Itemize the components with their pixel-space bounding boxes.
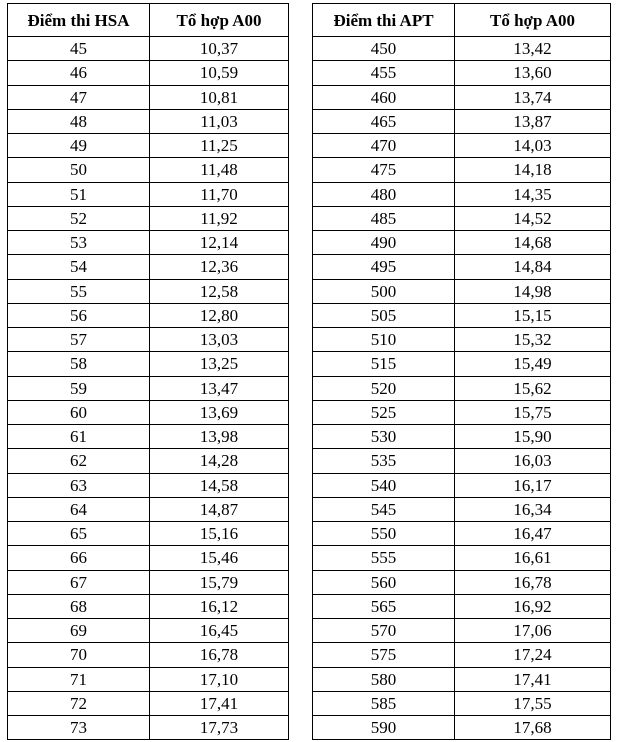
exam-score-cell: 465 xyxy=(313,109,455,133)
table-row xyxy=(8,497,289,521)
table-row xyxy=(313,691,611,715)
exam-score-cell: 57 xyxy=(8,328,150,352)
table-row xyxy=(313,158,611,182)
a00-score-cell: 13,69 xyxy=(150,400,289,424)
table-row xyxy=(313,134,611,158)
a00-score-cell: 11,03 xyxy=(150,109,289,133)
exam-score-cell: 45 xyxy=(8,37,150,61)
table-row xyxy=(8,231,289,255)
a00-score-cell: 16,47 xyxy=(455,522,611,546)
a00-score-cell: 16,78 xyxy=(150,643,289,667)
exam-score-cell: 68 xyxy=(8,594,150,618)
table-row xyxy=(313,352,611,376)
exam-score-cell: 67 xyxy=(8,570,150,594)
table-row xyxy=(313,182,611,206)
column-header-a00: Tổ hợp A00 xyxy=(150,4,289,37)
exam-score-cell: 520 xyxy=(313,376,455,400)
column-header-apt-score: Điểm thi APT xyxy=(313,4,455,37)
table-row xyxy=(8,594,289,618)
exam-score-cell: 470 xyxy=(313,134,455,158)
table-row xyxy=(8,449,289,473)
a00-score-cell: 15,46 xyxy=(150,546,289,570)
table-row xyxy=(313,716,611,740)
table-row xyxy=(8,691,289,715)
a00-score-cell: 17,06 xyxy=(455,619,611,643)
a00-score-cell: 14,84 xyxy=(455,255,611,279)
table-row xyxy=(8,425,289,449)
table-row xyxy=(313,206,611,230)
table-row xyxy=(313,473,611,497)
a00-score-cell: 16,34 xyxy=(455,497,611,521)
exam-score-cell: 580 xyxy=(313,667,455,691)
a00-score-cell: 12,80 xyxy=(150,303,289,327)
exam-score-cell: 500 xyxy=(313,279,455,303)
table-row xyxy=(313,594,611,618)
a00-score-cell: 14,52 xyxy=(455,206,611,230)
table-row xyxy=(8,206,289,230)
table-row xyxy=(8,109,289,133)
a00-score-cell: 13,87 xyxy=(455,109,611,133)
exam-score-cell: 450 xyxy=(313,37,455,61)
exam-score-cell: 590 xyxy=(313,716,455,740)
a00-score-cell: 13,60 xyxy=(455,61,611,85)
exam-score-cell: 73 xyxy=(8,716,150,740)
exam-score-cell: 46 xyxy=(8,61,150,85)
a00-score-cell: 17,68 xyxy=(455,716,611,740)
exam-score-cell: 585 xyxy=(313,691,455,715)
table-row xyxy=(313,619,611,643)
table-row xyxy=(8,352,289,376)
table-row xyxy=(8,61,289,85)
a00-score-cell: 14,28 xyxy=(150,449,289,473)
a00-score-cell: 17,10 xyxy=(150,667,289,691)
exam-score-cell: 525 xyxy=(313,400,455,424)
exam-score-cell: 47 xyxy=(8,85,150,109)
exam-score-cell: 50 xyxy=(8,158,150,182)
exam-score-cell: 555 xyxy=(313,546,455,570)
exam-score-cell: 495 xyxy=(313,255,455,279)
exam-score-cell: 535 xyxy=(313,449,455,473)
table-row xyxy=(313,376,611,400)
table-row xyxy=(8,473,289,497)
table-row xyxy=(8,328,289,352)
table-row xyxy=(313,425,611,449)
a00-score-cell: 14,03 xyxy=(455,134,611,158)
table-row xyxy=(8,667,289,691)
table-row xyxy=(8,570,289,594)
exam-score-cell: 70 xyxy=(8,643,150,667)
a00-score-cell: 11,48 xyxy=(150,158,289,182)
exam-score-cell: 575 xyxy=(313,643,455,667)
exam-score-cell: 60 xyxy=(8,400,150,424)
exam-score-cell: 490 xyxy=(313,231,455,255)
exam-score-cell: 56 xyxy=(8,303,150,327)
apt-score-table xyxy=(312,3,611,740)
table-row xyxy=(8,255,289,279)
table-row xyxy=(8,158,289,182)
a00-score-cell: 14,98 xyxy=(455,279,611,303)
exam-score-cell: 58 xyxy=(8,352,150,376)
a00-score-cell: 10,81 xyxy=(150,85,289,109)
a00-score-cell: 17,41 xyxy=(150,691,289,715)
table-row xyxy=(8,400,289,424)
exam-score-cell: 54 xyxy=(8,255,150,279)
table-row xyxy=(8,37,289,61)
table-row xyxy=(313,61,611,85)
a00-score-cell: 15,75 xyxy=(455,400,611,424)
exam-score-cell: 565 xyxy=(313,594,455,618)
exam-score-cell: 485 xyxy=(313,206,455,230)
a00-score-cell: 12,36 xyxy=(150,255,289,279)
a00-score-cell: 15,79 xyxy=(150,570,289,594)
hsa-score-table xyxy=(7,3,289,740)
a00-score-cell: 11,25 xyxy=(150,134,289,158)
exam-score-cell: 52 xyxy=(8,206,150,230)
hsa-table-body xyxy=(8,37,289,740)
a00-score-cell: 10,37 xyxy=(150,37,289,61)
a00-score-cell: 13,42 xyxy=(455,37,611,61)
a00-score-cell: 16,78 xyxy=(455,570,611,594)
exam-score-cell: 59 xyxy=(8,376,150,400)
a00-score-cell: 14,18 xyxy=(455,158,611,182)
a00-score-cell: 13,47 xyxy=(150,376,289,400)
exam-score-cell: 65 xyxy=(8,522,150,546)
exam-score-cell: 55 xyxy=(8,279,150,303)
table-row xyxy=(313,522,611,546)
a00-score-cell: 15,90 xyxy=(455,425,611,449)
exam-score-cell: 515 xyxy=(313,352,455,376)
exam-score-cell: 530 xyxy=(313,425,455,449)
table-row xyxy=(313,667,611,691)
a00-score-cell: 16,12 xyxy=(150,594,289,618)
exam-score-cell: 61 xyxy=(8,425,150,449)
exam-score-cell: 53 xyxy=(8,231,150,255)
exam-score-cell: 560 xyxy=(313,570,455,594)
a00-score-cell: 14,35 xyxy=(455,182,611,206)
a00-score-cell: 14,68 xyxy=(455,231,611,255)
table-row xyxy=(8,85,289,109)
exam-score-cell: 540 xyxy=(313,473,455,497)
exam-score-cell: 505 xyxy=(313,303,455,327)
table-row xyxy=(313,37,611,61)
table-row xyxy=(313,449,611,473)
a00-score-cell: 11,92 xyxy=(150,206,289,230)
exam-score-cell: 460 xyxy=(313,85,455,109)
a00-score-cell: 13,98 xyxy=(150,425,289,449)
a00-score-cell: 13,25 xyxy=(150,352,289,376)
a00-score-cell: 16,92 xyxy=(455,594,611,618)
exam-score-cell: 62 xyxy=(8,449,150,473)
table-row xyxy=(8,716,289,740)
exam-score-cell: 455 xyxy=(313,61,455,85)
table-row xyxy=(8,643,289,667)
a00-score-cell: 15,62 xyxy=(455,376,611,400)
exam-score-cell: 64 xyxy=(8,497,150,521)
a00-score-cell: 17,24 xyxy=(455,643,611,667)
table-header-row xyxy=(8,4,289,37)
a00-score-cell: 17,55 xyxy=(455,691,611,715)
a00-score-cell: 16,03 xyxy=(455,449,611,473)
exam-score-cell: 545 xyxy=(313,497,455,521)
table-row xyxy=(8,376,289,400)
a00-score-cell: 15,49 xyxy=(455,352,611,376)
exam-score-cell: 510 xyxy=(313,328,455,352)
a00-score-cell: 11,70 xyxy=(150,182,289,206)
a00-score-cell: 14,87 xyxy=(150,497,289,521)
a00-score-cell: 12,14 xyxy=(150,231,289,255)
column-header-a00: Tổ hợp A00 xyxy=(455,4,611,37)
table-row xyxy=(313,570,611,594)
table-row xyxy=(8,546,289,570)
table-row xyxy=(313,255,611,279)
exam-score-cell: 63 xyxy=(8,473,150,497)
a00-score-cell: 17,73 xyxy=(150,716,289,740)
a00-score-cell: 16,61 xyxy=(455,546,611,570)
table-row xyxy=(313,85,611,109)
table-row xyxy=(8,279,289,303)
table-row xyxy=(8,182,289,206)
table-row xyxy=(313,328,611,352)
table-header-row xyxy=(313,4,611,37)
a00-score-cell: 17,41 xyxy=(455,667,611,691)
table-row xyxy=(8,522,289,546)
exam-score-cell: 49 xyxy=(8,134,150,158)
table-row xyxy=(313,546,611,570)
table-row xyxy=(313,279,611,303)
a00-score-cell: 16,45 xyxy=(150,619,289,643)
exam-score-cell: 51 xyxy=(8,182,150,206)
table-row xyxy=(313,497,611,521)
exam-score-cell: 72 xyxy=(8,691,150,715)
table-row xyxy=(313,643,611,667)
table-row xyxy=(8,134,289,158)
a00-score-cell: 14,58 xyxy=(150,473,289,497)
exam-score-cell: 550 xyxy=(313,522,455,546)
table-row xyxy=(8,619,289,643)
a00-score-cell: 15,16 xyxy=(150,522,289,546)
exam-score-cell: 570 xyxy=(313,619,455,643)
a00-score-cell: 16,17 xyxy=(455,473,611,497)
a00-score-cell: 13,03 xyxy=(150,328,289,352)
apt-table-body xyxy=(313,37,611,740)
column-header-hsa-score: Điểm thi HSA xyxy=(8,4,150,37)
exam-score-cell: 480 xyxy=(313,182,455,206)
table-row xyxy=(313,231,611,255)
a00-score-cell: 12,58 xyxy=(150,279,289,303)
exam-score-cell: 475 xyxy=(313,158,455,182)
a00-score-cell: 15,15 xyxy=(455,303,611,327)
exam-score-cell: 66 xyxy=(8,546,150,570)
exam-score-cell: 48 xyxy=(8,109,150,133)
exam-score-cell: 69 xyxy=(8,619,150,643)
a00-score-cell: 10,59 xyxy=(150,61,289,85)
a00-score-cell: 15,32 xyxy=(455,328,611,352)
table-row xyxy=(313,109,611,133)
table-row xyxy=(313,303,611,327)
a00-score-cell: 13,74 xyxy=(455,85,611,109)
exam-score-cell: 71 xyxy=(8,667,150,691)
table-row xyxy=(313,400,611,424)
table-row xyxy=(8,303,289,327)
